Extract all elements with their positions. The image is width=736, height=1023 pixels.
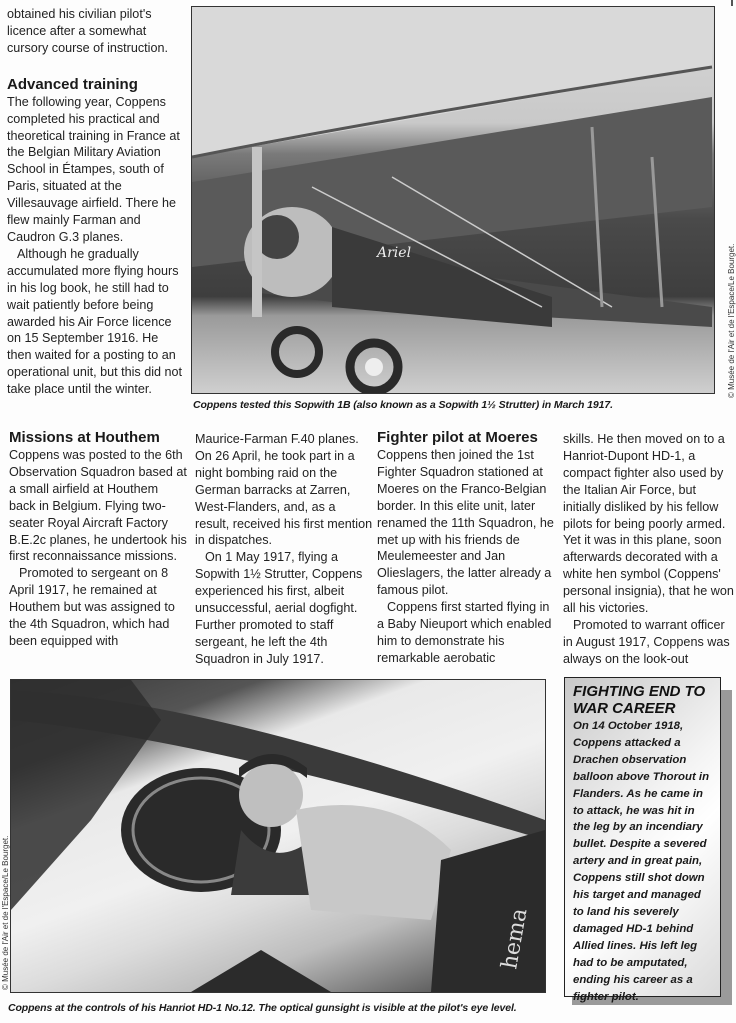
paragraph: On 1 May 1917, flying a Sopwith 1½ Strutter, Coppens experienced his first, albeit unsuccessful, aerial dogfight. Further promoted to staff sergeant, he left the 4th Squadron in July 1917. xyxy=(195,550,363,666)
photo-sopwith-1b xyxy=(191,6,715,394)
paragraph: Maurice-Farman F.40 planes. On 26 April, he took part in a night bombing raid on the German barracks at Zarren, West-Flanders, and, as a result, received his first mention in dispatches. xyxy=(195,432,373,548)
intro-paragraph: obtained his civilian pilot's licence after a somewhat cursory course of instruction. xyxy=(7,7,168,55)
column-2 xyxy=(195,431,373,668)
paragraph: skills. He then moved on to a Hanriot-Dupont HD-1, a compact fighter also used by the Italian Air Force, but initially disliked by his fellow pilots for being poorly armed. Yet it was in this plane, soon afterwards decorated with a white hen symbol (Coppens' personal insignia), that he won all his victories. xyxy=(563,432,734,616)
paragraph: Promoted to warrant officer in August 1917, Coppens was always on the look-out xyxy=(563,617,730,666)
column-advanced-training xyxy=(7,6,185,398)
photo-credit: © Musée de l'Air et de l'Espace/Le Bourget. xyxy=(727,243,736,398)
paragraph: Coppens was posted to the 6th Observation Squadron based at a small airfield at Houthem back in Belgium. Flying two-seater Royal Aircraft Factory B.E.2c planes, he undertook his first reconnaissance missions. xyxy=(9,448,187,564)
svg-text:Ariel: Ariel xyxy=(377,245,412,261)
photo-caption: Coppens at the controls of his Hanriot HD-1 No.12. The optical gunsight is visible at the pilot's eye level. xyxy=(8,1002,517,1014)
column-fighter-pilot-at-moeres xyxy=(377,428,555,667)
sidebar-body: On 14 October 1918, Coppens attacked a Drachen observation balloon above Thorout in Flanders. As he came in to attack, he was hit in the leg by an incendiary bullet. Despite a severed artery and in great pain, Coppens still shot down his target and managed to land his severely damaged HD-1 behind Allied lines. His left leg had to be amputated, ending his career as a fighter pilot. xyxy=(573,720,710,1003)
sidebar-heading: FIGHTING END TO WAR CAREER xyxy=(573,683,706,717)
paragraph: Promoted to sergeant on 8 April 1917, he remained at Houthem but was assigned to the 4th Squadron, which had been equipped with xyxy=(9,566,175,648)
heading-fighter-pilot-at-moeres: Fighter pilot at Moeres xyxy=(377,429,538,446)
column-missions-at-houthem xyxy=(9,428,187,650)
heading-advanced-training: Advanced training xyxy=(7,75,138,93)
photo-coppens-cockpit xyxy=(10,679,546,993)
paragraph: Although he gradually accumulated more flying hours in his log book, he still had to wait patiently before being awarded his Air Force licence on 15 September 1916. He then waited for a posting to an operational unit, but this did not take place until the winter. xyxy=(7,246,183,397)
photo-caption: Coppens tested this Sopwith 1B (also known as a Sopwith 1½ Strutter) in March 1917. xyxy=(193,399,613,411)
column-4 xyxy=(563,431,735,668)
sopwith-biplane-illustration xyxy=(192,7,714,393)
page-mark xyxy=(731,0,733,6)
paragraph: Coppens then joined the 1st Fighter Squadron stationed at Moeres on the Franco-Belgian border. In this elite unit, later renamed the 11th Squadron, he met up with his friends de Meulemeester and Jan Olieslagers, the latter already a famous pilot. xyxy=(377,448,554,598)
photo-credit: © Musée de l'Air et de l'Espace/Le Bourget. xyxy=(1,835,10,990)
paragraph: The following year, Coppens completed his practical and theoretical training in France at the Belgian Military Aviation School in Étampes, south of Paris, situated at the Villesauvage airfield. There he flew mainly Farman and Caudron G.3 planes. xyxy=(7,94,180,244)
svg-text:hema: hema xyxy=(497,906,533,972)
paragraph: Coppens first started flying in a Baby Nieuport which enabled him to demonstrate his remarkable aerobatic xyxy=(377,600,552,665)
sidebar-fighting-end xyxy=(564,677,721,1003)
heading-missions-at-houthem: Missions at Houthem xyxy=(9,429,160,446)
cockpit-illustration xyxy=(11,680,545,992)
